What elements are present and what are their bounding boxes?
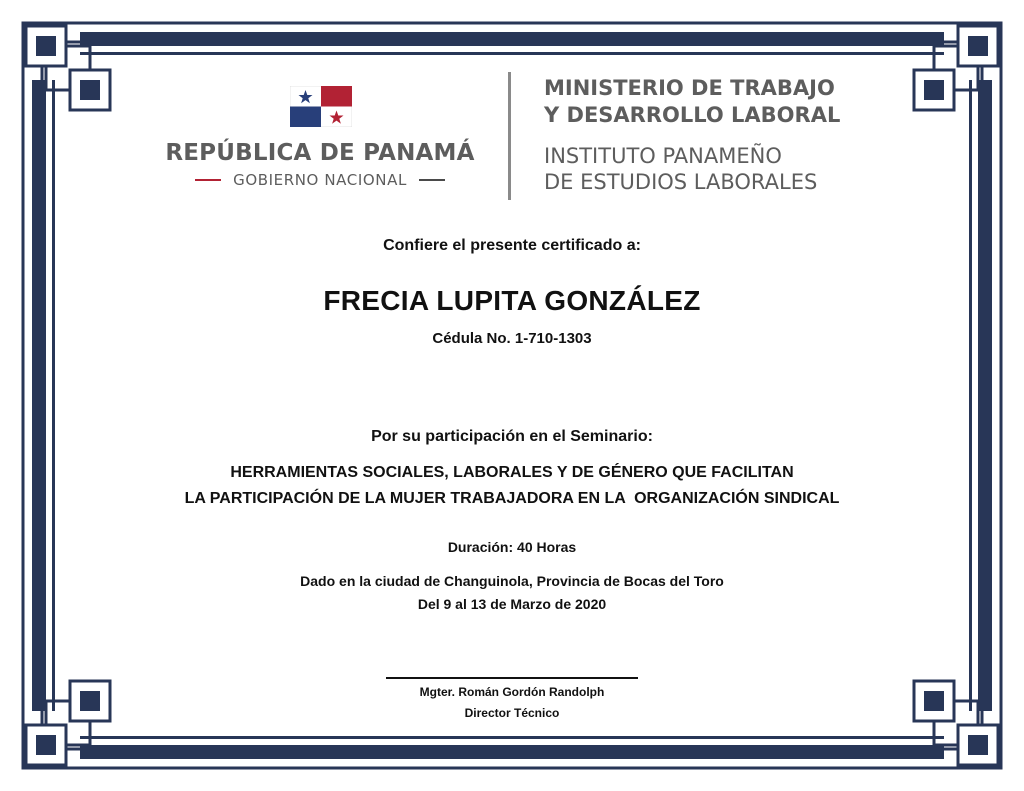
- certificate-intro: Confiere el presente certificado a:: [383, 237, 641, 254]
- participation-intro: Por su participación en el Seminario:: [371, 428, 653, 445]
- panama-flag-icon: [290, 86, 352, 127]
- course-duration: Duración: 40 Horas: [447, 539, 577, 555]
- republic-title: REPÚBLICA DE PANAMÁ: [165, 140, 475, 166]
- header-divider: [508, 72, 511, 200]
- recipient-id: Cédula No. 1-710-1303: [432, 330, 592, 347]
- signatory-title: Director Técnico: [464, 706, 560, 720]
- dark-dash-decoration: [419, 179, 445, 181]
- seminar-title-line-1: HERRAMIENTAS SOCIALES, LABORALES Y DE GÉNERO QUE FACILITAN: [230, 464, 794, 481]
- government-subtitle: GOBIERNO NACIONAL: [233, 171, 407, 189]
- ministry-line-1: MINISTERIO DE TRABAJO: [544, 76, 835, 100]
- government-subtitle-row: [150, 171, 490, 189]
- issue-location: Dado en la ciudad de Changuinola, Provincia de Bocas del Toro: [300, 573, 724, 589]
- ministry-line-2: Y DESARROLLO LABORAL: [544, 103, 841, 127]
- signature-line: [386, 677, 638, 679]
- seminar-title-line-2: LA PARTICIPACIÓN DE LA MUJER TRABAJADORA EN LA ORGANIZACIÓN SINDICAL: [184, 490, 840, 507]
- red-dash-decoration: [195, 179, 221, 181]
- institute-line-2: DE ESTUDIOS LABORALES: [544, 170, 818, 194]
- course-dates: Del 9 al 13 de Marzo de 2020: [417, 596, 607, 612]
- institute-line-1: INSTITUTO PANAMEÑO: [544, 144, 782, 168]
- recipient-name: FRECIA LUPITA GONZÁLEZ: [323, 285, 701, 316]
- signatory-name: Mgter. Román Gordón Randolph: [419, 685, 605, 699]
